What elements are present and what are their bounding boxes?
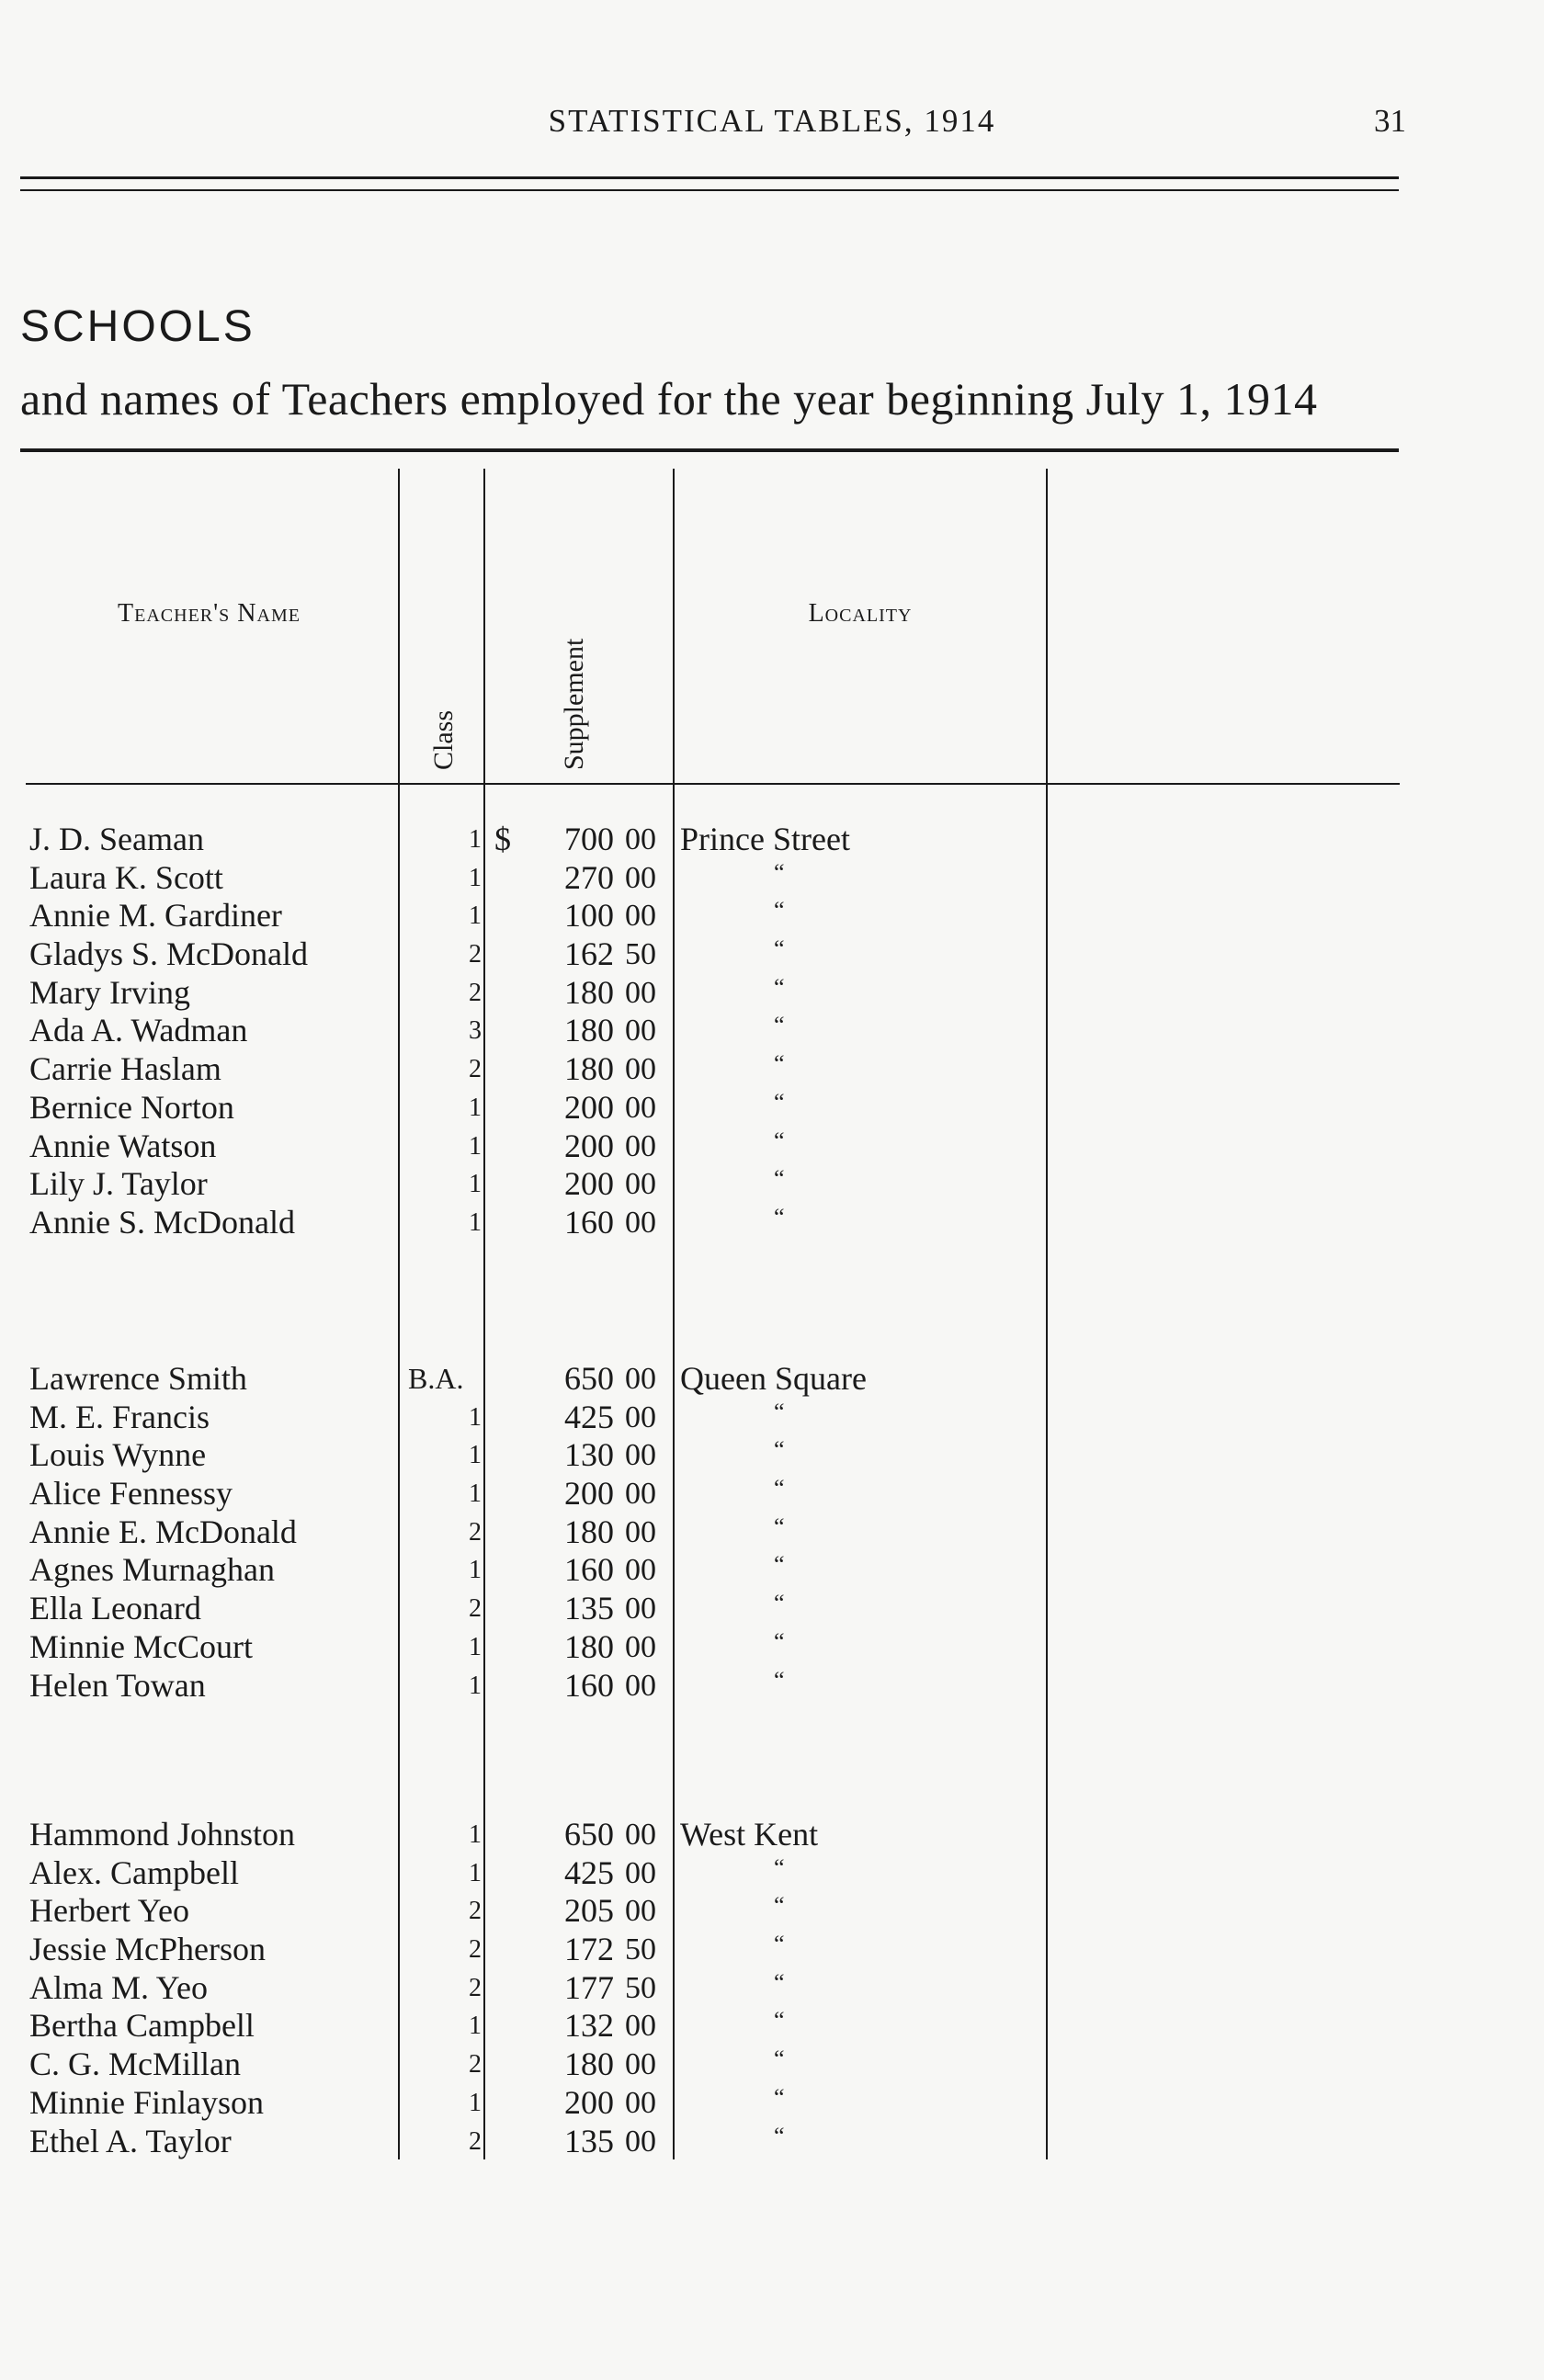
table-row bbox=[0, 1969, 1544, 2008]
teacher-class: 1 bbox=[469, 1820, 482, 1849]
table-row bbox=[0, 2007, 1544, 2046]
ditto-mark: “ bbox=[774, 1513, 785, 1540]
table-row bbox=[0, 1128, 1544, 1166]
teacher-name: C. G. McMillan bbox=[29, 2046, 241, 2083]
supplement-cents: 00 bbox=[625, 2047, 656, 2082]
teacher-class: 1 bbox=[469, 2012, 482, 2041]
supplement-amount: 160 bbox=[564, 1666, 614, 1704]
supplement-cents: 00 bbox=[625, 1090, 656, 1125]
table-row bbox=[0, 1012, 1544, 1050]
table-row bbox=[0, 1204, 1544, 1242]
supplement-amount: 180 bbox=[564, 1627, 614, 1665]
supplement-amount: 135 bbox=[564, 2122, 614, 2159]
teacher-name: Laura K. Scott bbox=[29, 858, 223, 896]
table-row bbox=[0, 935, 1544, 974]
teacher-class: 1 bbox=[469, 1671, 482, 1700]
teacher-class: 1 bbox=[469, 2088, 482, 2117]
teacher-class: 1 bbox=[469, 901, 482, 931]
supplement-amount: 135 bbox=[564, 1590, 614, 1627]
supplement-amount: 177 bbox=[564, 1968, 614, 2006]
supplement-amount: 205 bbox=[564, 1892, 614, 1930]
supplement-cents: 00 bbox=[625, 1855, 656, 1890]
teacher-name: Annie Watson bbox=[29, 1127, 217, 1164]
teacher-name: Annie M. Gardiner bbox=[29, 897, 282, 935]
ditto-mark: “ bbox=[774, 897, 785, 924]
table-row bbox=[0, 1436, 1544, 1475]
teacher-name: Bernice Norton bbox=[29, 1088, 234, 1126]
section-subtitle: and names of Teachers employed for the year beginning July 1, 1914 bbox=[20, 373, 1318, 425]
teacher-name: Agnes Murnaghan bbox=[29, 1551, 275, 1589]
supplement-amount: 180 bbox=[564, 2046, 614, 2083]
table-row bbox=[0, 2123, 1544, 2161]
teacher-name: Minnie McCourt bbox=[29, 1627, 253, 1665]
table-row bbox=[0, 1475, 1544, 1513]
running-title: STATISTICAL TABLES, 1914 bbox=[548, 103, 996, 139]
table-row bbox=[0, 1854, 1544, 1893]
ditto-mark: “ bbox=[774, 2083, 785, 2111]
supplement-cents: 00 bbox=[625, 1894, 656, 1929]
table-row bbox=[0, 1892, 1544, 1931]
teacher-name: M. E. Francis bbox=[29, 1398, 210, 1435]
teacher-name: Gladys S. McDonald bbox=[29, 935, 308, 973]
table-row bbox=[0, 1165, 1544, 1204]
header-rule-top bbox=[20, 176, 1399, 179]
column-header-name: Teacher's Name bbox=[118, 599, 301, 628]
supplement-amount: 650 bbox=[564, 1360, 614, 1397]
teacher-name: Louis Wynne bbox=[29, 1436, 207, 1474]
supplement-cents: 00 bbox=[625, 2085, 656, 2120]
supplement-cents: 00 bbox=[625, 2009, 656, 2044]
teacher-name: Minnie Finlayson bbox=[29, 2083, 265, 2121]
school-locality: Prince Street bbox=[680, 821, 850, 857]
teacher-class: 2 bbox=[469, 940, 482, 969]
teacher-class: 1 bbox=[469, 1402, 482, 1432]
supplement-cents: 00 bbox=[625, 822, 656, 856]
supplement-cents: 00 bbox=[625, 1014, 656, 1048]
ditto-mark: “ bbox=[774, 1088, 785, 1116]
title-rule bbox=[20, 448, 1399, 452]
column-header-locality: Locality bbox=[808, 599, 913, 628]
ditto-mark: “ bbox=[774, 858, 785, 886]
teacher-class: 1 bbox=[469, 1632, 482, 1661]
ditto-mark: “ bbox=[774, 1968, 785, 1996]
teacher-class: 1 bbox=[469, 1170, 482, 1199]
teacher-name: Bertha Campbell bbox=[29, 2007, 255, 2045]
teacher-name: Alex. Campbell bbox=[29, 1853, 239, 1891]
teacher-name: Jessie McPherson bbox=[29, 1931, 266, 1968]
ditto-mark: “ bbox=[774, 1165, 785, 1193]
ditto-mark: “ bbox=[774, 1590, 785, 1617]
teacher-class: 1 bbox=[469, 1093, 482, 1122]
supplement-amount: 162 bbox=[564, 935, 614, 973]
supplement-cents: 00 bbox=[625, 1400, 656, 1434]
supplement-amount: 180 bbox=[564, 973, 614, 1011]
supplement-cents: 00 bbox=[625, 1553, 656, 1588]
supplement-amount: 200 bbox=[564, 1165, 614, 1203]
teacher-name: Mary Irving bbox=[29, 973, 190, 1011]
supplement-amount: 180 bbox=[564, 1513, 614, 1550]
teacher-class: 3 bbox=[469, 1016, 482, 1046]
header-rule-bottom bbox=[20, 189, 1399, 191]
ditto-mark: “ bbox=[774, 1012, 785, 1039]
teacher-class: 1 bbox=[469, 1479, 482, 1509]
school-locality: Queen Square bbox=[680, 1360, 867, 1397]
supplement-amount: 100 bbox=[564, 897, 614, 935]
teacher-class: 2 bbox=[469, 1594, 482, 1624]
table-row bbox=[0, 1816, 1544, 1854]
teacher-class: 2 bbox=[469, 1973, 482, 2002]
teacher-name: Carrie Haslam bbox=[29, 1050, 221, 1088]
ditto-mark: “ bbox=[774, 2122, 785, 2149]
school-group bbox=[0, 1360, 1544, 1705]
teacher-name: Ada A. Wadman bbox=[29, 1012, 248, 1049]
supplement-cents: 00 bbox=[625, 1052, 656, 1087]
ditto-mark: “ bbox=[774, 1666, 785, 1694]
table-row bbox=[0, 2084, 1544, 2123]
supplement-amount: 180 bbox=[564, 1012, 614, 1049]
ditto-mark: “ bbox=[774, 1551, 785, 1579]
supplement-cents: 00 bbox=[625, 2124, 656, 2159]
teacher-class: 2 bbox=[469, 2126, 482, 2156]
teacher-name: Alice Fennessy bbox=[29, 1475, 233, 1513]
supplement-amount: 200 bbox=[564, 1088, 614, 1126]
ditto-mark: “ bbox=[774, 1203, 785, 1230]
teacher-class: 2 bbox=[469, 1897, 482, 1926]
school-group bbox=[0, 1816, 1544, 2160]
supplement-cents: 00 bbox=[625, 1167, 656, 1202]
teacher-name: Alma M. Yeo bbox=[29, 1968, 209, 2006]
table-row bbox=[0, 1667, 1544, 1706]
supplement-cents: 00 bbox=[625, 1362, 656, 1396]
school-group bbox=[0, 821, 1544, 1242]
table-row bbox=[0, 2046, 1544, 2084]
ditto-mark: “ bbox=[774, 1853, 785, 1881]
supplement-cents: 00 bbox=[625, 1668, 656, 1703]
table-row bbox=[0, 1399, 1544, 1437]
supplement-cents: 50 bbox=[625, 1932, 656, 1967]
teacher-name: Helen Towan bbox=[29, 1666, 206, 1704]
supplement-amount: 130 bbox=[564, 1436, 614, 1474]
teacher-class: 1 bbox=[469, 1207, 482, 1237]
table-row bbox=[0, 821, 1544, 859]
header-row-rule bbox=[26, 783, 1400, 785]
table-row bbox=[0, 1931, 1544, 1969]
teacher-name: Ethel A. Taylor bbox=[29, 2122, 232, 2159]
ditto-mark: “ bbox=[774, 1892, 785, 1920]
table-row bbox=[0, 1590, 1544, 1628]
supplement-cents: 00 bbox=[625, 1205, 656, 1240]
teacher-name: J. D. Seaman bbox=[29, 821, 204, 857]
table-row bbox=[0, 859, 1544, 898]
ditto-mark: “ bbox=[774, 1931, 785, 1958]
supplement-amount: 160 bbox=[564, 1203, 614, 1241]
ditto-mark: “ bbox=[774, 1398, 785, 1425]
table-row bbox=[0, 1551, 1544, 1590]
teacher-name: Hammond Johnston bbox=[29, 1816, 296, 1853]
teacher-name: Annie S. McDonald bbox=[29, 1203, 295, 1241]
supplement-cents: 50 bbox=[625, 1970, 656, 2005]
supplement-cents: 00 bbox=[625, 1818, 656, 1852]
ditto-mark: “ bbox=[774, 1050, 785, 1078]
ditto-mark: “ bbox=[774, 935, 785, 963]
teacher-class: 1 bbox=[469, 1131, 482, 1161]
ditto-mark: “ bbox=[774, 973, 785, 1001]
supplement-amount: 200 bbox=[564, 1475, 614, 1513]
teacher-class: 1 bbox=[469, 1556, 482, 1585]
supplement-cents: 00 bbox=[625, 1128, 656, 1163]
supplement-amount: 132 bbox=[564, 2007, 614, 2045]
table-row bbox=[0, 974, 1544, 1013]
section-title: SCHOOLS bbox=[20, 302, 255, 351]
teacher-class: 1 bbox=[469, 1441, 482, 1470]
supplement-amount: 650 bbox=[564, 1816, 614, 1853]
supplement-amount: 160 bbox=[564, 1551, 614, 1589]
school-locality: West Kent bbox=[680, 1816, 819, 1853]
supplement-cents: 00 bbox=[625, 1477, 656, 1512]
teacher-class: 1 bbox=[469, 863, 482, 892]
teacher-class: 2 bbox=[469, 2050, 482, 2080]
supplement-cents: 00 bbox=[625, 860, 656, 895]
supplement-amount: 200 bbox=[564, 1127, 614, 1164]
supplement-cents: 00 bbox=[625, 1592, 656, 1626]
supplement-amount: 425 bbox=[564, 1853, 614, 1891]
supplement-amount: 180 bbox=[564, 1050, 614, 1088]
supplement-cents: 00 bbox=[625, 1629, 656, 1664]
table-row bbox=[0, 1050, 1544, 1089]
supplement-amount: 270 bbox=[564, 858, 614, 896]
ditto-mark: “ bbox=[774, 1127, 785, 1154]
ditto-mark: “ bbox=[774, 1475, 785, 1502]
teacher-class: 1 bbox=[469, 825, 482, 854]
ditto-mark: “ bbox=[774, 2046, 785, 2073]
teacher-name: Ella Leonard bbox=[29, 1590, 201, 1627]
ditto-mark: “ bbox=[774, 1627, 785, 1655]
teacher-name: Lily J. Taylor bbox=[29, 1165, 208, 1203]
table-row bbox=[0, 1628, 1544, 1667]
supplement-cents: 00 bbox=[625, 975, 656, 1010]
supplement-cents: 00 bbox=[625, 1514, 656, 1549]
teacher-name: Lawrence Smith bbox=[29, 1360, 247, 1397]
table-row bbox=[0, 1360, 1544, 1399]
column-header-supplement: Supplement bbox=[559, 638, 589, 770]
teacher-class: 2 bbox=[469, 1055, 482, 1084]
supplement-amount: 700 bbox=[564, 821, 614, 857]
supplement-amount: 425 bbox=[564, 1398, 614, 1435]
page-number: 31 bbox=[1374, 103, 1406, 139]
teacher-class: B.A. bbox=[408, 1362, 464, 1395]
currency-symbol: $ bbox=[494, 821, 511, 857]
column-header-class: Class bbox=[428, 709, 459, 770]
teacher-name: Annie E. McDonald bbox=[29, 1513, 297, 1550]
teacher-class: 2 bbox=[469, 1517, 482, 1547]
ditto-mark: “ bbox=[774, 2007, 785, 2034]
table-row bbox=[0, 1089, 1544, 1128]
supplement-amount: 200 bbox=[564, 2083, 614, 2121]
teacher-class: 1 bbox=[469, 1858, 482, 1887]
supplement-cents: 50 bbox=[625, 937, 656, 972]
supplement-cents: 00 bbox=[625, 899, 656, 934]
supplement-cents: 00 bbox=[625, 1438, 656, 1473]
table-row bbox=[0, 1513, 1544, 1552]
supplement-amount: 172 bbox=[564, 1931, 614, 1968]
teacher-class: 2 bbox=[469, 1935, 482, 1965]
teacher-name: Herbert Yeo bbox=[29, 1892, 189, 1930]
teacher-class: 2 bbox=[469, 978, 482, 1007]
table-row bbox=[0, 897, 1544, 935]
ditto-mark: “ bbox=[774, 1436, 785, 1464]
